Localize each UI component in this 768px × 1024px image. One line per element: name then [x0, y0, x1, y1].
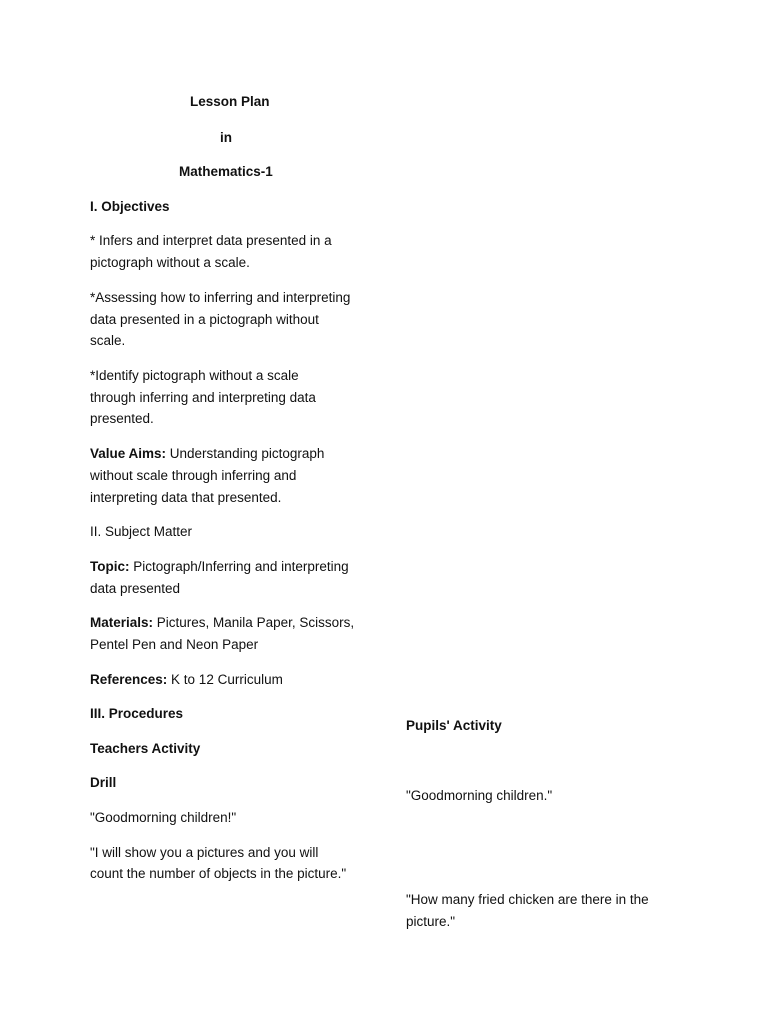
pupil-line-2: "How many fried chicken are there in the — [406, 892, 649, 907]
references-text: K to 12 Curriculum — [167, 672, 283, 687]
topic-label: Topic: — [90, 559, 130, 574]
drill-heading: Drill — [90, 775, 117, 790]
pupil-line-1: "Goodmorning children." — [406, 788, 553, 803]
value-aims-label: Value Aims: — [90, 446, 167, 461]
materials-line1 — [90, 612, 354, 634]
materials-label: Materials: — [90, 615, 154, 630]
procedures-heading: III. Procedures — [90, 706, 184, 721]
objective-3-line2: through inferring and interpreting data — [90, 390, 316, 405]
pupil-line-3: picture." — [406, 914, 456, 929]
objective-1-line2: pictograph without a scale. — [90, 255, 250, 270]
objective-3-line3: presented. — [90, 411, 154, 426]
value-aims-line1 — [90, 443, 324, 465]
teachers-activity-heading: Teachers Activity — [90, 741, 201, 756]
references-label: References: — [90, 672, 168, 687]
objective-2-line1: *Assessing how to inferring and interpreting — [90, 290, 351, 305]
topic-line1 — [90, 556, 349, 578]
topic-text: Pictograph/Inferring and interpreting — [129, 559, 349, 574]
pupils-activity-heading: Pupils' Activity — [406, 718, 502, 733]
objective-3-line1: *Identify pictograph without a scale — [90, 368, 299, 383]
objective-2-line3: scale. — [90, 333, 126, 348]
value-aims-text: Understanding pictograph — [166, 446, 325, 461]
objective-2-line2: data presented in a pictograph without — [90, 312, 319, 327]
teacher-line-1: "Goodmorning children!" — [90, 810, 237, 825]
topic-line2: data presented — [90, 581, 181, 596]
value-aims-line3: interpreting data that presented. — [90, 490, 282, 505]
objectives-heading: I. Objectives — [90, 199, 170, 214]
teacher-line-3: count the number of objects in the picture." — [90, 866, 347, 881]
value-aims-line2: without scale through inferring and — [90, 468, 297, 483]
objective-1-line1: * Infers and interpret data presented in a — [90, 233, 332, 248]
references-line — [90, 669, 283, 691]
materials-line2: Pentel Pen and Neon Paper — [90, 637, 259, 652]
doc-title-line2: in — [220, 130, 232, 145]
teacher-line-2: "I will show you a pictures and you will — [90, 845, 319, 860]
subject-matter-heading: II. Subject Matter — [90, 524, 193, 539]
doc-title-line1: Lesson Plan — [190, 94, 270, 109]
doc-title-line3: Mathematics-1 — [179, 164, 273, 179]
materials-text: Pictures, Manila Paper, Scissors, — [153, 615, 355, 630]
